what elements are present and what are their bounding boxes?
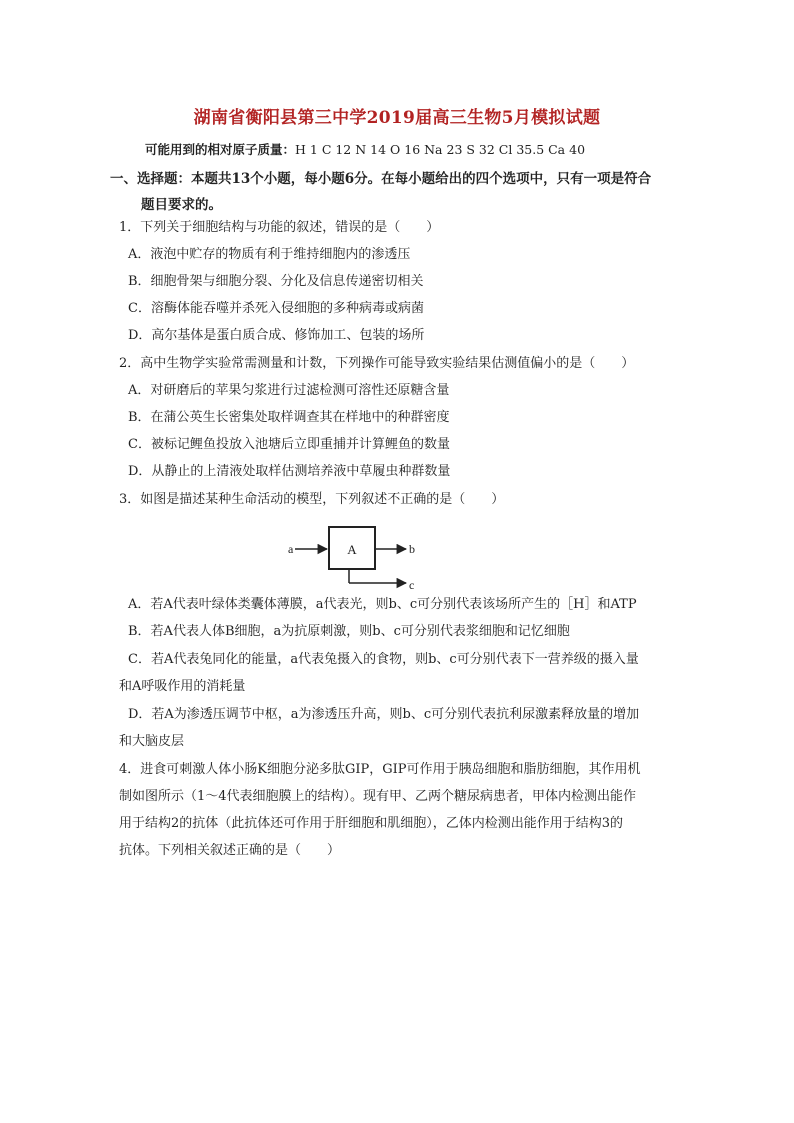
q3-stem: 3．如图是描述某种生命活动的模型，下列叙述不正确的是（ ） xyxy=(119,492,505,507)
atomic-mass-values: H 1 C 12 N 14 O 16 Na 23 S 32 Cl 35.5 Ca 40 xyxy=(295,142,586,157)
diagram-label-a: a xyxy=(288,542,294,556)
atomic-mass-label: 可能用到的相对原子质量： xyxy=(145,142,296,157)
q3-option-d-line1: D．若A为渗透压调节中枢，a为渗透压升高，则b、c可分别代表抗利尿激素释放量的增加 xyxy=(128,707,640,722)
q1-option-c: C．溶酶体能吞噬并杀死入侵细胞的多种病毒或病菌 xyxy=(128,301,424,316)
q2-option-c: C．被标记鲤鱼投放入池塘后立即重捕并计算鲤鱼的数量 xyxy=(128,437,450,452)
q3-option-d-line2: 和大脑皮层 xyxy=(119,734,185,749)
q4-stem-line1: 4．进食可刺激人体小肠K细胞分泌多肽GIP，GIP可作用于胰岛细胞和脂肪细胞，其作用机 xyxy=(119,762,641,777)
page-title: 湖南省衡阳县第三中学2019届高三生物5月模拟试题 xyxy=(193,108,601,128)
q3-option-a: A．若A代表叶绿体类囊体薄膜，a代表光，则b、c可分别代表该场所产生的［H］和ATP xyxy=(128,597,637,612)
q2-option-a: A．对研磨后的苹果匀浆进行过滤检测可溶性还原糖含量 xyxy=(128,383,450,398)
q3-option-c-line1: C．若A代表兔同化的能量，a代表兔摄入的食物，则b、c可分别代表下一营养级的摄入量 xyxy=(128,652,639,667)
q1-option-a: A．液泡中贮存的物质有利于维持细胞内的渗透压 xyxy=(128,247,411,262)
q1-option-b: B．细胞骨架与细胞分裂、分化及信息传递密切相关 xyxy=(128,274,424,289)
q2-option-d: D．从静止的上清液处取样估测培养液中草履虫种群数量 xyxy=(128,464,451,479)
q4-stem-line4: 抗体。下列相关叙述正确的是（ ） xyxy=(119,843,341,858)
q2-stem: 2．高中生物学实验常需测量和计数，下列操作可能导致实验结果估测值偏小的是（ ） xyxy=(119,356,635,371)
q1-stem: 1．下列关于细胞结构与功能的叙述，错误的是（ ） xyxy=(119,220,440,235)
q3-model-diagram xyxy=(285,523,425,593)
section-line-1: 一、选择题：本题共13个小题，每小题6分。在每小题给出的四个选项中，只有一项是符合 xyxy=(110,171,652,187)
q4-stem-line2: 制如图所示（1～4代表细胞膜上的结构）。现有甲、乙两个糖尿病患者，甲体内检测出能作 xyxy=(119,789,637,804)
q4-stem-line3: 用于结构2的抗体（此抗体还可作用于肝细胞和肌细胞），乙体内检测出能作用于结构3的 xyxy=(119,816,624,831)
section-line-2: 题目要求的。 xyxy=(141,197,222,213)
diagram-box-label: A xyxy=(347,542,357,557)
q1-option-d: D．高尔基体是蛋白质合成、修饰加工、包装的场所 xyxy=(128,328,425,343)
q3-option-c-line2: 和A呼吸作用的消耗量 xyxy=(119,679,246,694)
section-heading xyxy=(110,166,690,218)
atomic-mass-line xyxy=(145,140,585,158)
diagram-label-b: b xyxy=(409,542,415,556)
q2-option-b: B．在蒲公英生长密集处取样调查其在样地中的种群密度 xyxy=(128,410,450,425)
q3-option-b: B．若A代表人体B细胞，a为抗原刺激，则b、c可分别代表浆细胞和记忆细胞 xyxy=(128,624,570,639)
diagram-label-c: c xyxy=(409,578,415,592)
